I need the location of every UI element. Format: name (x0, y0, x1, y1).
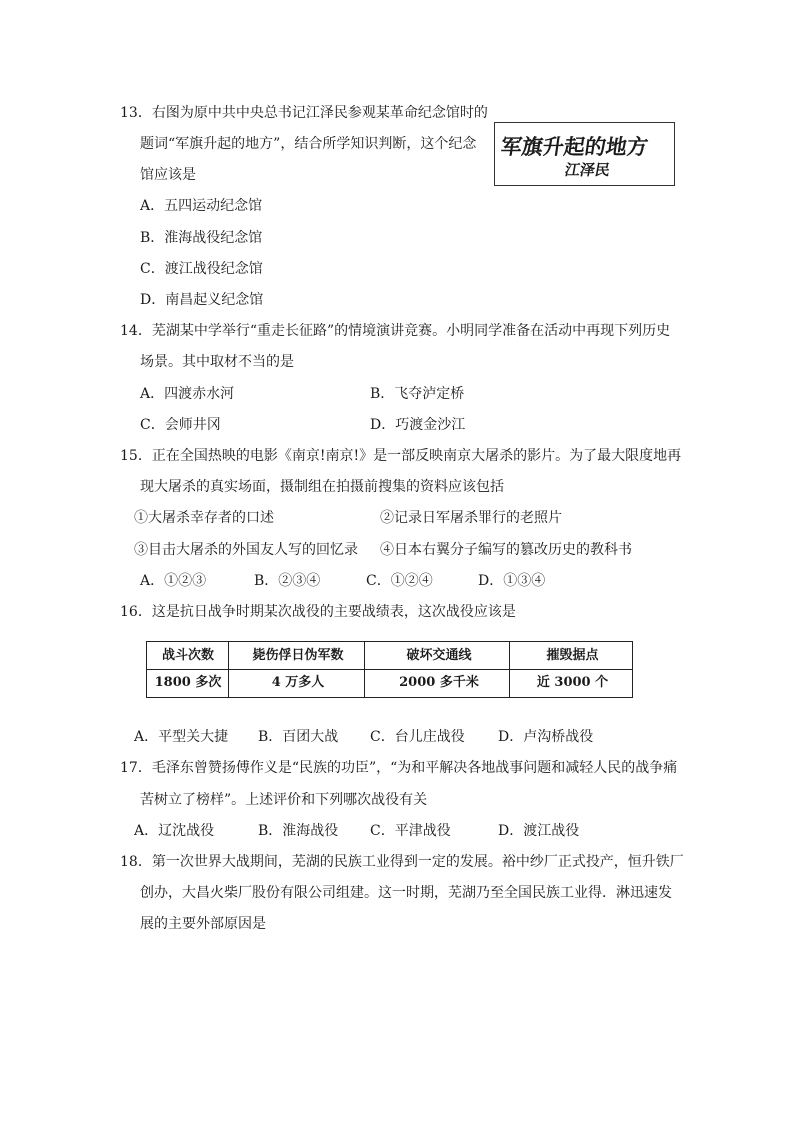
q17-stem-line2: 苦树立了榜样”。上述评价和下列哪次战役有关 (140, 792, 428, 808)
q15-stem-line1: 15．正在全国热映的电影《南京!南京!》是一部反映南京大屠杀的影片。为了最大限度地再 (120, 448, 682, 464)
inscription-text: 军旗升起的地方 (499, 134, 650, 159)
q13-stem-line2: 题词“军旗升起的地方”，结合所学知识判断，这个纪念 (140, 136, 477, 152)
q14-option-a: A．四渡赤水河 (140, 386, 235, 402)
table-value-transport: 2000 多千米 (399, 675, 479, 690)
q18-stem-line1: 18．第一次世界大战期间，芜湖的民族工业得到一定的发展。裕中纱厂正式投产，恒升铁厂 (120, 854, 684, 870)
q17-option-b: B．淮海战役 (258, 823, 339, 839)
calligraphy-inscription-image (494, 122, 675, 186)
q15-option-b: B．②③④ (254, 573, 321, 589)
q17-option-d: D．渡江战役 (498, 823, 580, 839)
q13-stem-line3: 馆应该是 (140, 167, 196, 183)
table-header-battles: 战斗次数 (161, 648, 214, 663)
inscription-signature: 江泽民 (563, 161, 612, 179)
q14-option-c: C．会师井冈 (140, 417, 221, 433)
table-value-battles: 1800 多次 (154, 675, 222, 690)
q13-option-a: A．五四运动纪念馆 (140, 198, 263, 214)
q13-option-d: D．南昌起义纪念馆 (140, 292, 264, 308)
table-header-casualties: 毙伤俘日伪军数 (252, 648, 344, 663)
q16-option-a: A．平型关大捷 (134, 729, 229, 745)
q15-item-2: ②记录日军屠杀罪行的老照片 (380, 510, 562, 526)
q14-stem-line2: 场景。其中取材不当的是 (140, 354, 294, 370)
q13-option-b: B．淮海战役纪念馆 (140, 230, 263, 246)
q15-option-c: C．①②④ (366, 573, 433, 589)
q17-option-c: C．平津战役 (370, 823, 451, 839)
q14-option-b: B．飞夺泸定桥 (370, 386, 465, 402)
q18-stem-line2: 创办，大昌火柴厂股份有限公司组建。这一时期，芜湖乃至全国民族工业得．淋迅速发 (140, 885, 672, 901)
q17-stem-line1: 17．毛泽东曾赞扬傅作义是“民族的功臣”，“为和平解决各地战事问题和减轻人民的战争痛 (120, 760, 678, 776)
q16-option-d: D．卢沟桥战役 (498, 729, 594, 745)
q14-stem-line1: 14．芜湖某中学举行“重走长征路”的情境演讲竞赛。小明同学准备在活动中再现下列历史 (120, 323, 671, 339)
q13-stem-line1: 13．右图为原中共中央总书记江泽民参观某革命纪念馆时的 (120, 105, 488, 121)
q18-stem-line3: 展的主要外部原因是 (140, 916, 266, 932)
q15-item-1: ①大屠杀幸存者的口述 (134, 510, 274, 526)
q13-option-c: C．渡江战役纪念馆 (140, 261, 263, 277)
q15-stem-line2: 现大屠杀的真实场面，摄制组在拍摄前搜集的资料应该包括 (140, 479, 504, 495)
q16-stem-line1: 16．这是抗日战争时期某次战役的主要战绩表，这次战役应该是 (120, 604, 516, 620)
q16-option-b: B．百团大战 (258, 729, 339, 745)
table-header-strongholds: 摧毁据点 (546, 648, 599, 663)
q14-option-d: D．巧渡金沙江 (370, 417, 466, 433)
q17-option-a: A．辽沈战役 (134, 823, 215, 839)
q16-option-c: C．台儿庄战役 (370, 729, 465, 745)
q15-item-3: ③目击大屠杀的外国友人写的回忆录 (134, 542, 358, 558)
q15-item-4: ④日本右翼分子编写的篡改历史的教科书 (380, 542, 632, 558)
table-value-strongholds: 近 3000 个 (536, 675, 609, 690)
q15-option-d: D．①③④ (478, 573, 546, 589)
q15-option-a: A．①②③ (140, 573, 207, 589)
table-value-casualties: 4 万多人 (271, 675, 325, 690)
table-header-transport: 破坏交通线 (406, 648, 472, 663)
